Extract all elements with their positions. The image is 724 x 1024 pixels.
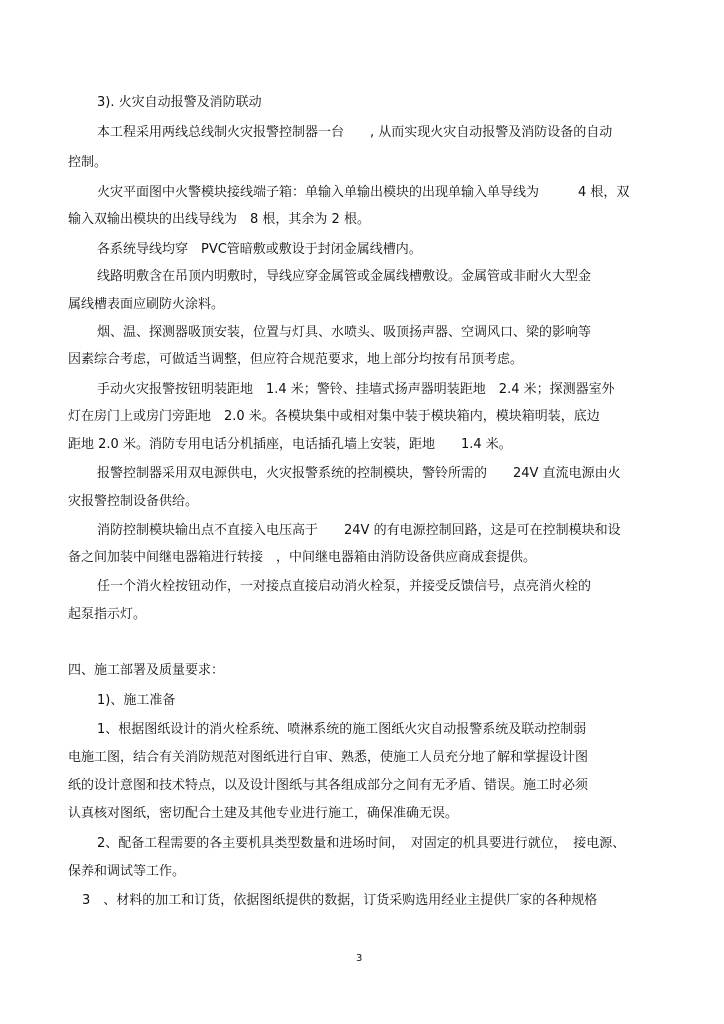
paragraph-line: 烟、温、探测器吸顶安装，位置与灯具、水喷头、吸顶扬声器、空调风口、梁的影响等: [97, 325, 592, 340]
paragraph-line: 消防控制模块输出点不直接入电压高于 24V 的有电源控制回路，这是可在控制模块和设: [97, 523, 621, 538]
paragraph-line: 距地 2.0 米。消防专用电话分机插座，电话插孔墙上安装，距地 1.4 米。: [68, 437, 512, 452]
paragraph-line: 报警控制器采用双电源供电，火灾报警系统的控制模块，警铃所需的 24V 直流电源由火: [97, 466, 621, 481]
paragraph-line: 3 、材料的加工和订货，依据图纸提供的数据，订货采购选用经业主提供厂家的各种规格: [82, 893, 598, 908]
paragraph-line: 纸的设计意图和技术特点，以及设计图纸与其各组成部分之间有无矛盾、错误。施工时必须: [68, 778, 589, 793]
paragraph-line: 2、配备工程需要的各主要机具类型数量和进场时间， 对固定的机具要进行就位， 接电源、: [97, 836, 626, 851]
subheading-preparation: 1)、施工准备: [97, 693, 176, 708]
paragraph-line: 各系统导线均穿 PVC管暗敷或敷设于封闭金属线槽内。: [97, 242, 422, 257]
paragraph-line: 保养和调试等工作。: [68, 864, 186, 879]
paragraph-line: 电施工图，结合有关消防规范对图纸进行自审、熟悉，使施工人员充分地了解和掌握设计图: [68, 750, 589, 765]
paragraph-line: 任一个消火栓按钮动作，一对接点直接启动消火栓泵，并接受反馈信号，点亮消火栓的: [97, 579, 592, 594]
page-number: 3: [356, 953, 363, 964]
paragraph-line: 属线槽表面应刷防火涂料。: [68, 297, 225, 312]
paragraph-line: 因素综合考虑，可做适当调整，但应符合规范要求，地上部分均按有吊顶考虑。: [68, 352, 524, 367]
paragraph-line: 1、根据图纸设计的消火栓系统、喷淋系统的施工图纸火灾自动报警系统及联动控制弱: [97, 722, 587, 737]
paragraph-line: 火灾平面图中火警模块接线端子箱：单输入单输出模块的出现单输入单导线为 4 根，双: [97, 185, 630, 200]
paragraph-line: 备之间加装中间继电器箱进行转接 ，中间继电器箱由消防设备供应商成套提供。: [68, 550, 537, 565]
paragraph-line: 灾报警控制设备供给。: [68, 494, 199, 509]
paragraph-line: 认真核对图纸，密切配合土建及其他专业进行施工，确保准确无误。: [68, 806, 459, 821]
paragraph-line: 输入双输出模块的出线导线为 8 根，其余为 2 根。: [68, 212, 370, 227]
section-heading-construction: 四、施工部署及质量要求：: [68, 663, 225, 678]
paragraph-line: 控制。: [68, 155, 108, 170]
paragraph-line: 灯在房门上或房门旁距地 2.0 米。各模块集中或相对集中装于模块箱内，模块箱明装，底边: [68, 409, 600, 424]
paragraph-line: 手动火灾报警按钮明装距地 1.4 米；警铃、挂墙式扬声器明装距地 2.4 米；探测器室外: [97, 382, 615, 397]
paragraph-line: 线路明敷含在吊顶内明敷时，导线应穿金属管或金属线槽敷设。金属管或非耐火大型金: [97, 269, 592, 284]
paragraph-line: 本工程采用两线总线制火灾报警控制器一台 , 从而实现火灾自动报警及消防设备的自动: [97, 125, 613, 140]
heading-fire-alarm: 3). 火灾自动报警及消防联动: [97, 95, 262, 110]
paragraph-line: 起泵指示灯。: [68, 607, 147, 622]
